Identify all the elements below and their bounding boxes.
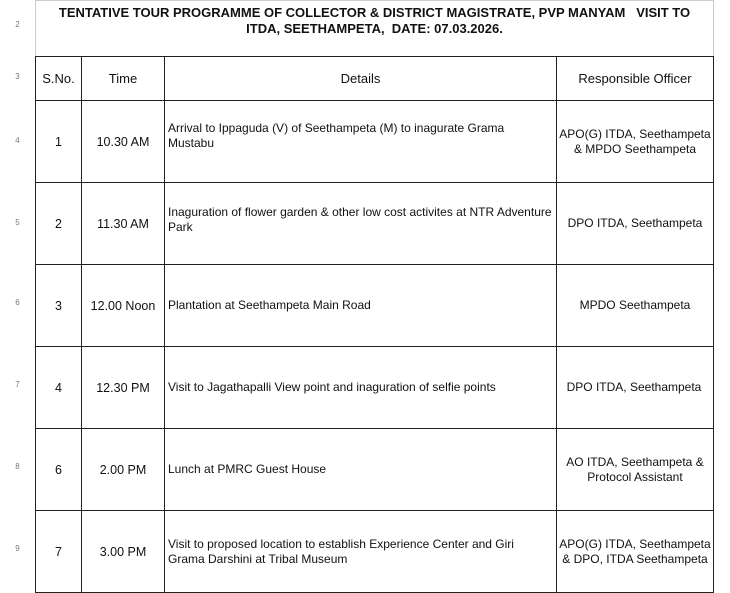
table-row: [36, 347, 714, 429]
document-title[interactable]: [36, 1, 714, 57]
table-row: [36, 429, 714, 511]
row-number-gutter: [0, 0, 36, 591]
cell-time[interactable]: 12.30 PM: [82, 347, 165, 429]
cell-details[interactable]: [165, 101, 557, 183]
table-right-border: [713, 56, 714, 591]
header-sno[interactable]: S.No.: [36, 57, 82, 101]
cell-sno[interactable]: 7: [36, 511, 82, 593]
row-number[interactable]: 6: [15, 298, 20, 307]
row-number[interactable]: 4: [15, 136, 20, 145]
cell-officer-text: DPO ITDA, Seethampeta: [566, 380, 702, 394]
row-number[interactable]: 8: [15, 462, 20, 471]
row-number[interactable]: 9: [15, 544, 20, 553]
title-row: [36, 1, 714, 57]
cell-details[interactable]: Visit to proposed location to establish Experience Center and Giri Grama Darshini at Tribal Museum: [165, 511, 557, 593]
table-row: [36, 265, 714, 347]
cell-time[interactable]: 11.30 AM: [82, 183, 165, 265]
cell-sno[interactable]: 6: [36, 429, 82, 511]
table-row: [36, 511, 714, 593]
row-number[interactable]: 7: [15, 380, 20, 389]
header-time[interactable]: Time: [82, 57, 165, 101]
row-number[interactable]: 2: [15, 20, 20, 29]
cell-time[interactable]: 2.00 PM: [82, 429, 165, 511]
table-row: [36, 183, 714, 265]
cell-sno[interactable]: 1: [36, 101, 82, 183]
cell-officer[interactable]: AO ITDA, Seethampeta & Protocol Assistant: [557, 429, 714, 511]
cell-time[interactable]: 12.00 Noon: [82, 265, 165, 347]
tour-programme-table: [35, 0, 714, 593]
cell-officer[interactable]: DPO ITDA, Seethampeta: [557, 183, 714, 265]
cell-details[interactable]: Plantation at Seethampeta Main Road: [165, 265, 557, 347]
cell-sno[interactable]: 3: [36, 265, 82, 347]
cell-officer[interactable]: [557, 347, 714, 429]
cell-time[interactable]: 10.30 AM: [82, 101, 165, 183]
cell-sno[interactable]: 2: [36, 183, 82, 265]
cell-sno[interactable]: 4: [36, 347, 82, 429]
title-line-2: ITDA, SEETHAMPETA, DATE: 07.03.2026.: [246, 21, 503, 36]
header-officer[interactable]: Responsible Officer: [557, 57, 714, 101]
cell-time[interactable]: 3.00 PM: [82, 511, 165, 593]
row-number[interactable]: 5: [15, 218, 20, 227]
cell-details-text: Arrival to Ippaguda (V) of Seethampeta (M) to inagurate Grama Mustabu: [168, 120, 505, 150]
cell-officer[interactable]: APO(G) ITDA, Seethampeta & DPO, ITDA Seethampeta: [557, 511, 714, 593]
cell-details-text: Inaguration of flower garden & other low cost activites at NTR Adventure Park: [168, 204, 552, 234]
cell-details[interactable]: [165, 183, 557, 265]
header-details[interactable]: Details: [165, 57, 557, 101]
row-number[interactable]: 3: [15, 72, 20, 81]
cell-officer[interactable]: APO(G) ITDA, Seethampeta & MPDO Seethampeta: [557, 101, 714, 183]
table-row: [36, 101, 714, 183]
cell-details[interactable]: Visit to Jagathapalli View point and inaguration of selfie points: [165, 347, 557, 429]
cell-officer[interactable]: MPDO Seethampeta: [557, 265, 714, 347]
cell-details[interactable]: Lunch at PMRC Guest House: [165, 429, 557, 511]
title-line-1: TENTATIVE TOUR PROGRAMME OF COLLECTOR & DISTRICT MAGISTRATE, PVP MANYAM VISIT TO: [58, 5, 691, 20]
header-row: [36, 57, 714, 101]
